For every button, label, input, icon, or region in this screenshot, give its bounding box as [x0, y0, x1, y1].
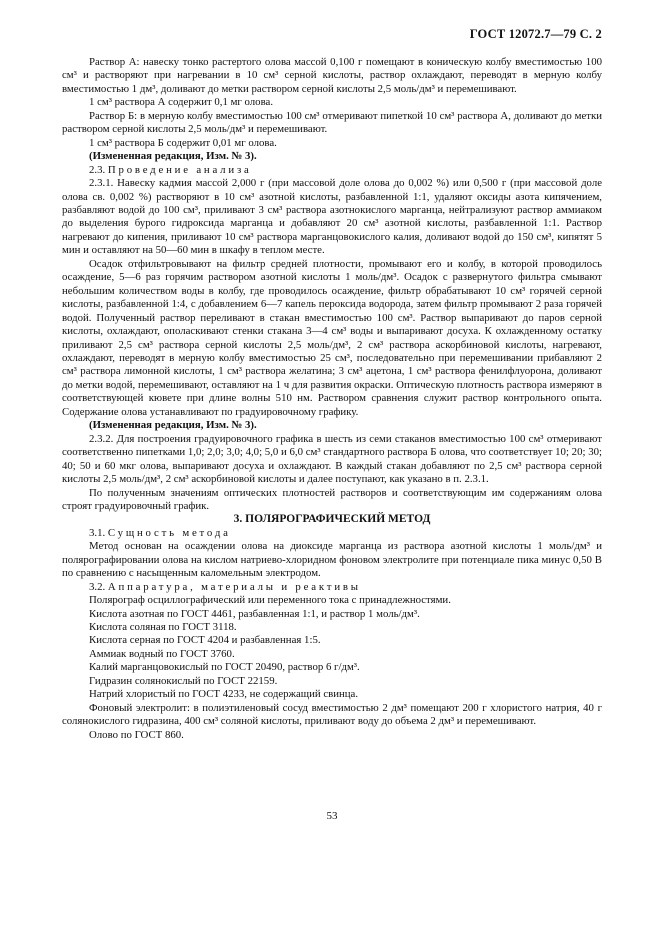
list-item: Кислота серная по ГОСТ 4204 и разбавленная 1:5.	[89, 634, 321, 647]
list-item: Калий марганцовокислый по ГОСТ 20490, раствор 6 г/дм³.	[89, 661, 360, 674]
paragraph-solution-a: Раствор А: навеску тонко растертого олова массой 0,100 г помещают в коническую колбу вместимостью 100 см³ и растворяют при нагревании в 10 см³ серной кислоты, раствор охлаждают, переводят в мерную колбу вместимостью 1 дм³, доливают до метки раствором серной кислоты 2,5 моль/дм³ и перемешивают.	[62, 56, 602, 95]
edition-note-1: (Измененная редакция, Изм. № 3).	[89, 150, 257, 163]
list-item: Полярограф осциллографический или переменного тока с принадлежностями.	[89, 594, 451, 607]
paragraph-solution-b-content: 1 см³ раствора Б содержит 0,01 мг олова.	[89, 136, 277, 149]
section-3-title: 3. ПОЛЯРОГРАФИЧЕСКИЙ МЕТОД	[233, 513, 431, 526]
list-item: Гидразин солянокислый по ГОСТ 22159.	[89, 674, 278, 687]
paragraph-calibration: По полученным значениям оптических плотностей растворов и соответствующим им содержаниям олова строят градуировочный график.	[62, 486, 602, 512]
subsection-number: 3.2.	[89, 580, 106, 593]
paragraph-2-3-2: 2.3.2. Для построения градуировочного графика в шесть из семи стаканов вместимостью 100 см³ отмеривают соответственно пипетками 1,0; 2,0; 3,0; 4,0; 5,0 и 6,0 см³ стандартного раствора Б олова, что соответствует 10; 20; 30; 40; 50 и 60 мкг олова, выпаривают досуха и охлаждают. В каждый стакан добавляют по 2,5 см³ раствора серной кислоты 2,5 моль/дм³, 2 см³ аскорбиновой кислоты и далее поступают, как указано в п. 2.3.1.	[62, 432, 602, 486]
list-item: Натрий хлористый по ГОСТ 4233, не содержащий свинца.	[89, 688, 359, 701]
page-number: 53	[326, 810, 338, 822]
subsection-number: 2.3.	[89, 163, 106, 176]
paragraph-precipitate: Осадок отфильтровывают на фильтр средней плотности, промывают его и колбу, в которой проводилось осаждение, 5—6 раз горячим раствором азотной кислоты 1 моль/дм³. Осадок с развернутого фильтра смывают небольшим количеством воды в колбу, где проводилось осаждение, фильтр обрабатывают 10 см³ горячей серной кислоты, разбавленной 1:4, с добавлением 6—7 капель пероксида водорода, затем фильтр промывают 2 раза горячей водой. Полученный раствор переливают в стакан вместимостью 100 см³. Раствор выпаривают до паров серной кислоты, охлаждают, ополаскивают стенки стакана 3—4 см³ воды и выпаривают досуха. К охлажденному остатку приливают 2,5 см³ раствора серной кислоты 2,5 моль/дм³, 2 см³ раствора аскорбиновой кислоты, нагревают, охлаждают, переводят в мерную колбу вместимостью 25 см³, последовательно при перемешивании прибавляют 2 см³ раствора лимонной кислоты, 1 см³ раствора желатина; 3 см³ ацетона, 1 см³ раствора фенилфлуорона, доливают до метки водой, перемешивают, оставляют на 1 ч для развития окраски. Оптическую плотность раствора измеряют в соответствующей кювете при длине волны 510 нм. Раствором сравнения служит раствор контрольного опыта. Содержание олова устанавливают по градуировочному графику.	[62, 257, 602, 418]
page-header: ГОСТ 12072.7—79 С. 2	[469, 27, 602, 41]
paragraph-solution-b: Раствор Б: в мерную колбу вместимостью 100 см³ отмеривают пипеткой 10 см³ раствора А, доливают до метки раствором серной кислоты 2,5 моль/дм³ и перемешивают.	[62, 109, 602, 136]
edition-note-2: (Измененная редакция, Изм. № 3).	[89, 419, 257, 432]
subsection-title: Сущность метода	[107, 526, 231, 539]
list-item: Кислота азотная по ГОСТ 4461, разбавленная 1:1, и раствор 1 моль/дм³.	[89, 607, 420, 620]
list-item: Олово по ГОСТ 860.	[89, 728, 184, 741]
subsection-2-3-heading	[62, 164, 602, 177]
paragraph-2-3-1: 2.3.1. Навеску кадмия массой 2,000 г (при массовой доле олова до 0,002 %) или 0,500 г (при массовой доле олова св. 0,002 %) растворяют в 10 см³ азотной кислоты, разбавленной 1:1, удаляют оксиды азота кипячением, разбавляют водой до 100 см³, приливают 3 см³ раствора азотнокислого марганца, нейтрализуют раствор аммиаком до выделения бурого гидроксида марганца и добавляют 20 см³ азотной кислоты, разбавленной 1:1. Раствор нагревают до кипения, приливают 10 см³ раствора марганцовокислого калия, доливают водой до 150 см³, кипятят 5 мин и оставляют на 50—60 мин в шкафу в теплом месте.	[62, 177, 602, 257]
paragraph-solution-a-content: 1 см³ раствора А содержит 0,1 мг олова.	[89, 96, 274, 109]
subsection-3-2-heading	[62, 581, 602, 594]
list-item: Кислота соляная по ГОСТ 3118.	[89, 621, 237, 634]
paragraph-3-1: Метод основан на осаждении олова на диоксиде марганца из раствора азотной кислоты 1 моль/дм³ и полярографировании олова на кислом натриево-хлоридном фоновом электролите при потенциале пика минус 0,50 В по сравнению с насыщенным каломельным электродом.	[62, 540, 602, 580]
document-body	[62, 56, 602, 742]
subsection-3-1-heading	[62, 527, 602, 540]
subsection-title: Аппаратура, материалы и реактивы	[107, 580, 361, 593]
subsection-title: Проведение анализа	[107, 163, 252, 176]
list-item: Фоновый электролит: в полиэтиленовый сосуд вместимостью 2 дм³ помещают 200 г хлористого натрия, 40 г солянокислого гидразина, 400 см³ соляной кислоты, приливают воду до объема 2 дм³ и перемешивают.	[62, 701, 602, 728]
subsection-number: 3.1.	[89, 526, 106, 539]
list-item: Аммиак водный по ГОСТ 3760.	[89, 647, 235, 660]
